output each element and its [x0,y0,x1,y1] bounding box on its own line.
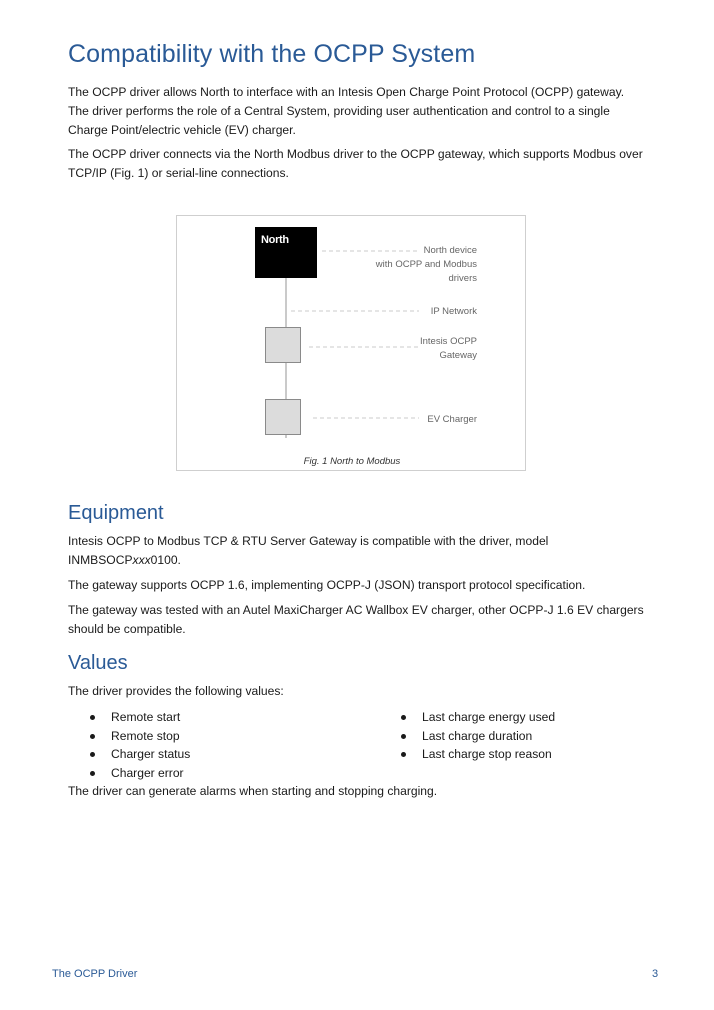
gateway-box [265,327,301,363]
label-north-device: North device with OCPP and Modbus drivers [375,245,477,284]
values-list-left [68,708,368,782]
intro-paragraph-1: The OCPP driver allows North to interface with an Intesis Open Charge Point Protocol (OCPP) gateway. The driver performs the role of a Central System, providing user authentication and control to a single Charge Point/electric vehicle (EV) charger. [68,85,625,137]
equipment-paragraph-1: Intesis OCPP to Modbus TCP & RTU Server Gateway is compatible with the driver, model INMBSOCPxxx0100. [68,534,549,567]
north-logo [255,227,317,278]
equipment-paragraph-3: The gateway was tested with an Autel MaxiCharger AC Wallbox EV charger, other OCPP-J 1.6 EV chargers should be compatible. [68,603,644,636]
list-item: Last charge duration [379,727,649,746]
north-logo-text: North [261,234,289,246]
intro-paragraph-2: The OCPP driver connects via the North Modbus driver to the OCPP gateway, which supports Modbus over TCP/IP (Fig. 1) or serial-line connections. [68,147,643,180]
values-heading: Values [68,652,128,674]
list-item: Remote stop [68,727,368,746]
list-item: Last charge energy used [379,708,649,727]
equipment-heading: Equipment [68,502,164,524]
values-list-right [379,708,649,764]
list-item: Charger error [68,764,368,783]
page-number: 3 [652,968,659,980]
equipment-paragraph-2: The gateway supports OCPP 1.6, implementing OCPP-J (JSON) transport protocol specification. [68,578,586,592]
label-ip-network: IP Network [430,306,477,317]
page-title: Compatibility with the OCPP System [68,40,476,68]
values-intro: The driver provides the following values: [68,684,284,698]
ev-charger-box [265,399,301,435]
values-outro: The driver can generate alarms when starting and stopping charging. [68,784,438,798]
list-item: Remote start [68,708,368,727]
list-item: Charger status [68,745,368,764]
list-item: Last charge stop reason [379,745,649,764]
label-gateway: Intesis OCPP Gateway [419,336,477,361]
figure-caption: Fig. 1 North to Modbus [303,456,401,467]
figure-north-to-modbus [176,215,526,471]
footer-title: The OCPP Driver [52,968,138,980]
label-ev-charger: EV Charger [427,414,477,425]
